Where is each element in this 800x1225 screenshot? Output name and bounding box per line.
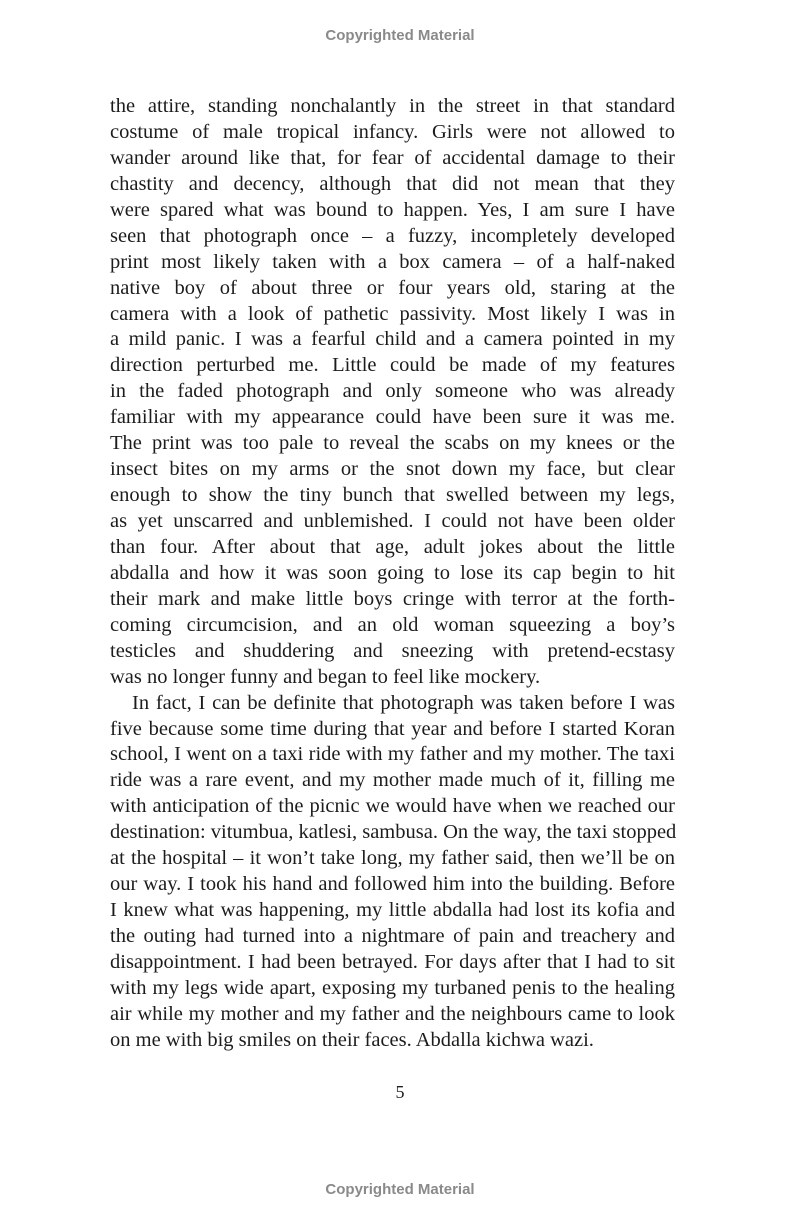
text-line: In fact, I can be definite that photograph was taken before I was (132, 691, 675, 714)
text-line: with my legs wide apart, exposing my turbaned penis to the healing (110, 976, 675, 999)
text-line: insect bites on my arms or the snot down my face, but clear (110, 458, 675, 481)
text-line: costume of male tropical infancy. Girls were not allowed to (110, 120, 675, 143)
text-line: print most likely taken with a box camera – of a half-naked (110, 250, 675, 273)
text-line: school, I went on a taxi ride with my father and my mother. The taxi (110, 743, 675, 766)
text-line: were spared what was bound to happen. Yes, I am sure I have (110, 198, 675, 221)
text-line: native boy of about three or four years old, staring at the (110, 276, 675, 299)
text-line: the outing had turned into a nightmare of pain and treachery and (110, 925, 675, 947)
copyright-watermark-top: Copyrighted Material (325, 27, 475, 44)
page-number: 5 (395, 1082, 405, 1102)
text-line: familiar with my appearance could have been sure it was me. (110, 406, 675, 429)
copyright-watermark-bottom: Copyrighted Material (325, 1181, 475, 1198)
text-line: disappointment. I had been betrayed. For days after that I had to sit (110, 950, 675, 973)
text-line: at the hospital – it won’t take long, my father said, then we’ll be on (110, 847, 675, 870)
text-line: ride was a rare event, and my mother made much of it, filling me (110, 769, 675, 792)
paragraph (110, 94, 675, 691)
text-line: in the faded photograph and only someone who was already (110, 380, 675, 403)
text-line: seen that photograph once – a fuzzy, incompletely developed (110, 224, 675, 247)
text-line: our way. I took his hand and followed him into the building. Before (110, 873, 675, 896)
text-line: with anticipation of the picnic we would have when we reached our (110, 795, 675, 818)
text-line: was no longer funny and began to feel like mockery. (110, 665, 541, 688)
text-line: abdalla and how it was soon going to lose its cap begin to hit (110, 561, 675, 584)
text-line: than four. After about that age, adult jokes about the little (110, 535, 675, 558)
paragraph (110, 691, 675, 1054)
body-text (110, 94, 675, 1054)
text-line: I knew what was happening, my little abdalla had lost its kofia and (110, 899, 675, 922)
text-line: camera with a look of pathetic passivity. Most likely I was in (110, 302, 675, 325)
text-line: chastity and decency, although that did not mean that they (110, 172, 675, 195)
text-line: their mark and make little boys cringe with terror at the forth- (110, 587, 675, 610)
text-line: the attire, standing nonchalantly in the street in that standard (110, 95, 675, 117)
text-line: as yet unscarred and unblemished. I could not have been older (110, 510, 675, 532)
text-line: five because some time during that year and before I started Koran (110, 717, 675, 740)
text-line: destination: vitumbua, katlesi, sambusa. On the way, the taxi stopped (110, 821, 677, 844)
text-line: The print was too pale to reveal the scabs on my knees or the (110, 432, 675, 455)
text-line: air while my mother and my father and the neighbours came to look (110, 1002, 675, 1025)
text-line: coming circumcision, and an old woman squeezing a boy’s (110, 613, 675, 636)
text-line: wander around like that, for fear of accidental damage to their (110, 146, 675, 169)
text-line: on me with big smiles on their faces. Abdalla kichwa wazi. (110, 1028, 594, 1051)
text-line: a mild panic. I was a fearful child and a camera pointed in my (110, 328, 675, 351)
text-line: direction perturbed me. Little could be made of my features (110, 354, 675, 377)
text-line: testicles and shuddering and sneezing with pretend-ecstasy (110, 639, 675, 662)
text-line: enough to show the tiny bunch that swelled between my legs, (110, 484, 675, 507)
